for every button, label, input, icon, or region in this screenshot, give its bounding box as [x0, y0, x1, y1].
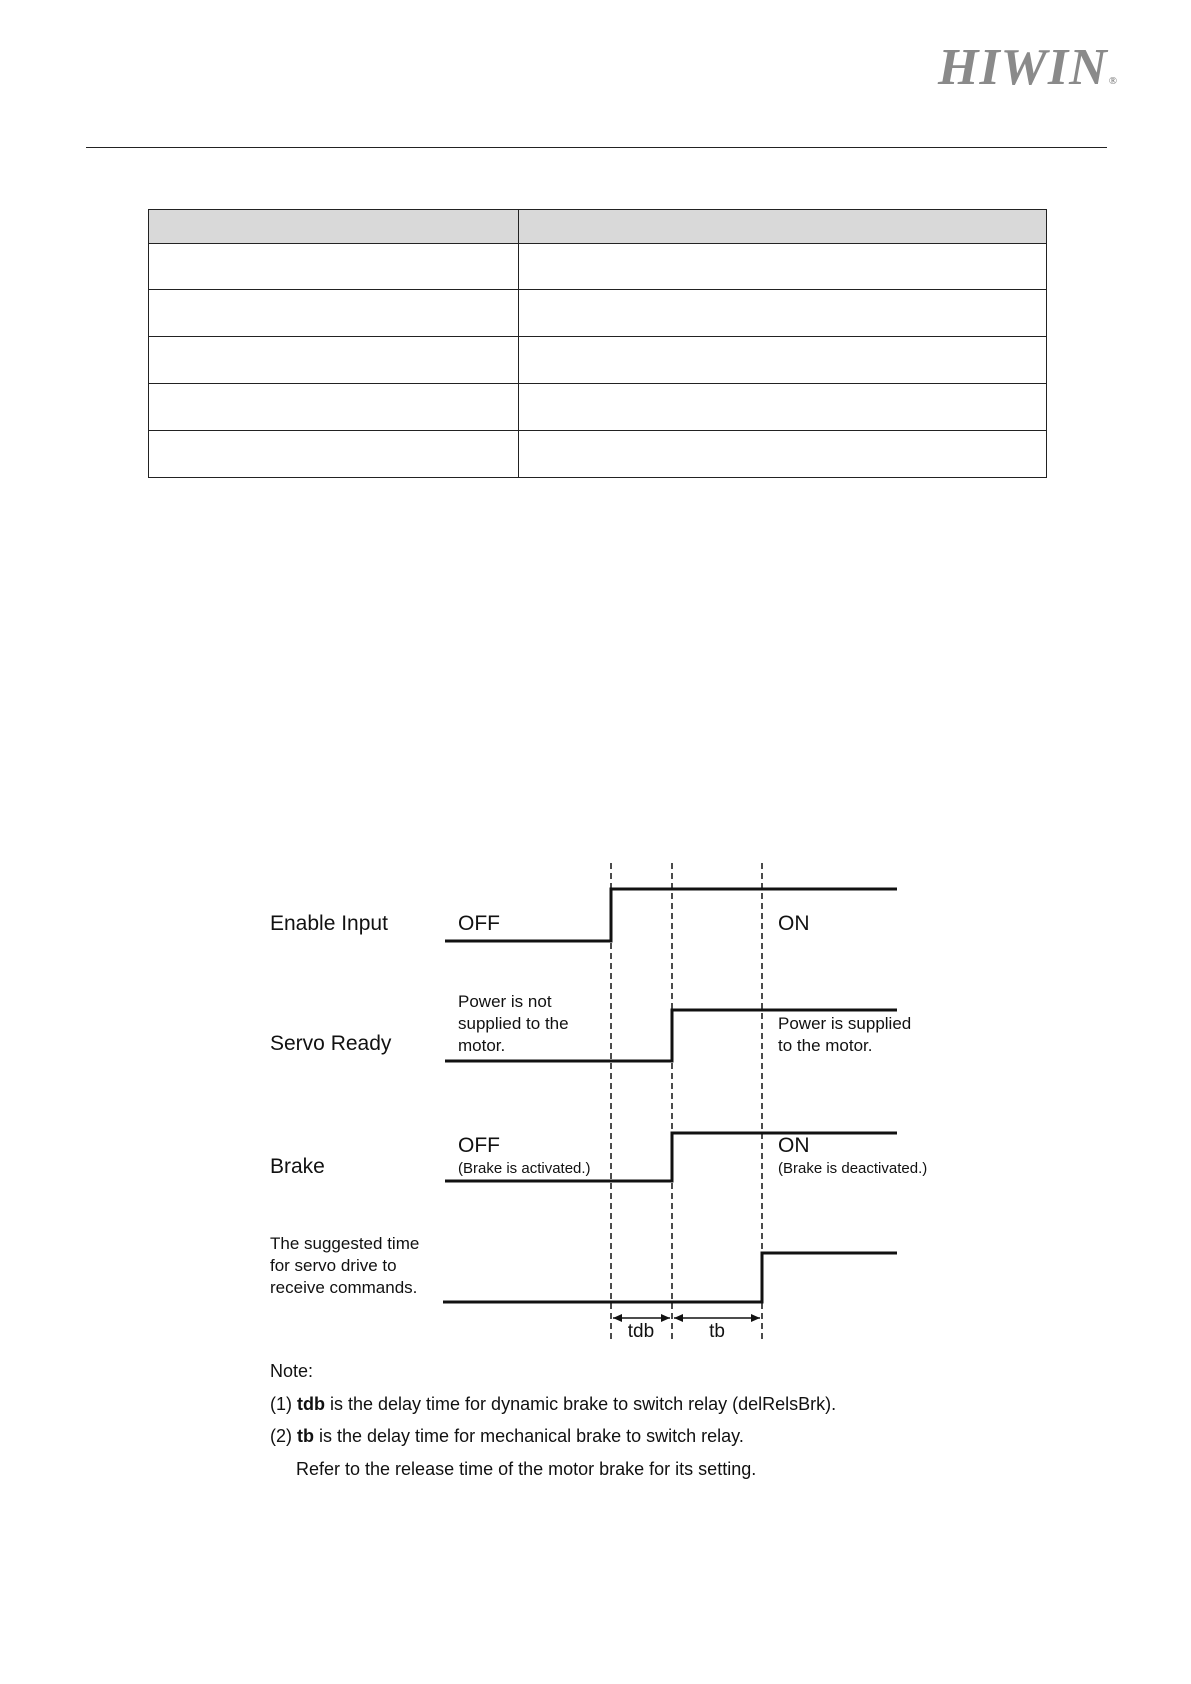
servo-ready-off-text: motor.	[458, 1036, 506, 1055]
enable-input-waveform	[445, 889, 897, 941]
brake-on-label: ON	[778, 1134, 810, 1157]
note-item-1	[270, 1394, 836, 1415]
servo-ready-label: Servo Ready	[270, 1032, 392, 1055]
note-title: Note:	[270, 1361, 314, 1381]
note-item-text: is the delay time for mechanical brake to switch relay.	[314, 1426, 744, 1446]
logo-text: HIWIN	[938, 39, 1108, 96]
enable-input-label: Enable Input	[270, 912, 388, 935]
registered-mark: ®	[1108, 75, 1118, 87]
note-item-term: tdb	[297, 1394, 325, 1414]
commands-label: The suggested time	[270, 1234, 420, 1253]
note-item-2	[270, 1426, 744, 1447]
brake-on-note: (Brake is deactivated.)	[778, 1160, 928, 1177]
note-item-prefix: (1)	[270, 1394, 297, 1414]
enable-input-off-label: OFF	[458, 912, 500, 935]
enable-input-on-label: ON	[778, 912, 810, 935]
servo-ready-on-text: Power is supplied	[778, 1014, 912, 1033]
commands-label: receive commands.	[270, 1278, 418, 1297]
note-item-term: tb	[297, 1426, 314, 1446]
brake-off-note: (Brake is activated.)	[458, 1160, 591, 1177]
brake-label: Brake	[270, 1155, 325, 1178]
brake-off-label: OFF	[458, 1134, 500, 1157]
servo-ready-off-text: supplied to the	[458, 1014, 569, 1033]
commands-waveform	[443, 1253, 897, 1302]
servo-ready-on-text: to the motor.	[778, 1036, 873, 1055]
tdb-label: tdb	[627, 1321, 655, 1342]
note-item-text: is the delay time for dynamic brake to switch relay (delRelsBrk).	[324, 1394, 837, 1414]
servo-ready-off-text: Power is not	[458, 992, 552, 1011]
note-item-2-continuation: Refer to the release time of the motor brake for its setting.	[296, 1459, 757, 1479]
commands-label: for servo drive to	[270, 1256, 397, 1275]
note-item-prefix: (2)	[270, 1426, 297, 1446]
tb-label: tb	[709, 1321, 725, 1342]
